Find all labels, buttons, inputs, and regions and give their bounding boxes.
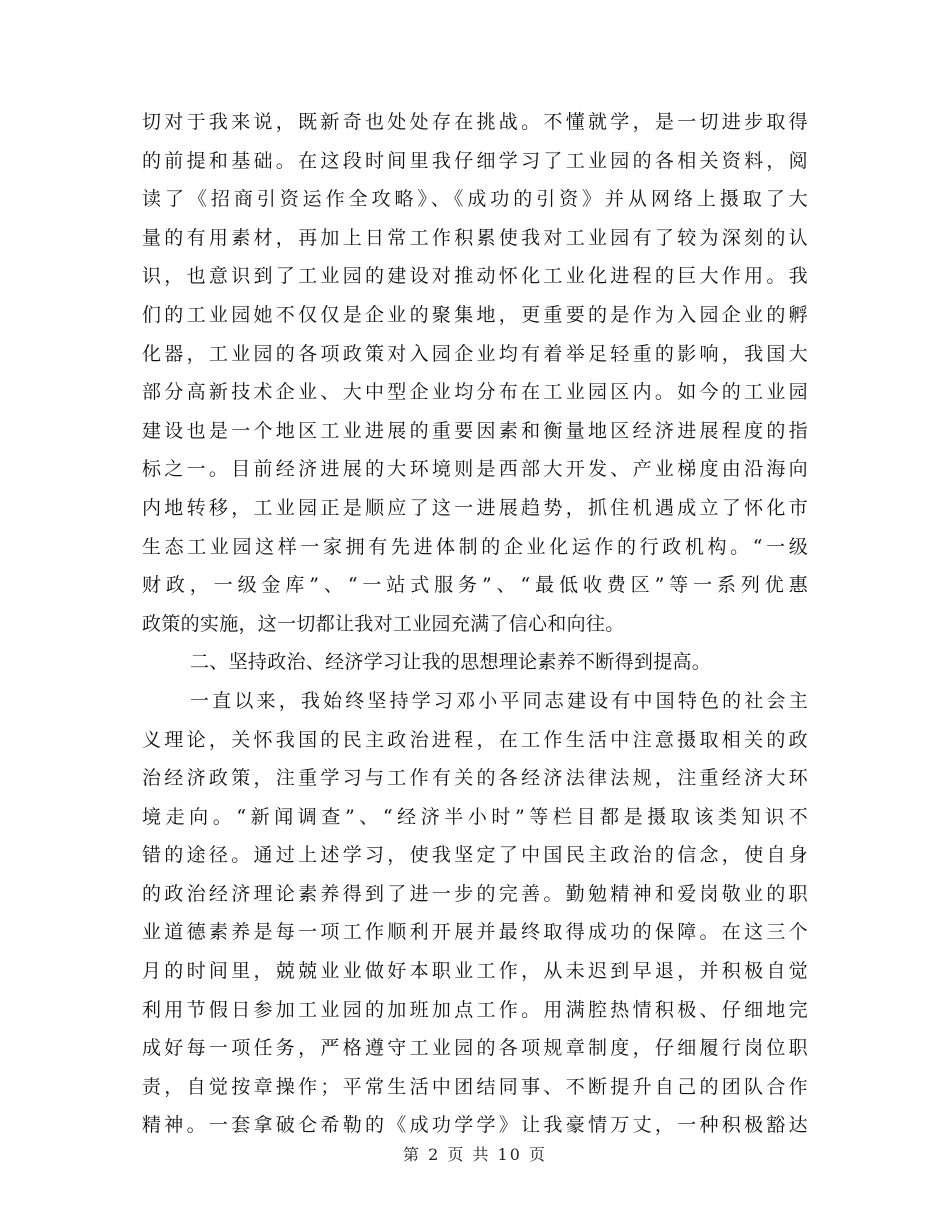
text-line: 义理论，关怀我国的民主政治进程，在工作生活中注意摄取相关的政 xyxy=(142,728,808,751)
page-number-footer: 第 2 页 共 10 页 xyxy=(403,1145,547,1164)
text-line: 部分高新技术企业、大中型企业均分布在工业园区内。如今的工业园 xyxy=(142,381,808,404)
text-line: 利用节假日参加工业园的加班加点工作。用满腔热情积极、仔细地完 xyxy=(142,998,808,1021)
text-line: 生态工业园这样一家拥有先进体制的企业化运作的行政机构。“一级 xyxy=(142,535,808,558)
text-line: 建设也是一个地区工业进展的重要因素和衡量地区经济进展程度的指 xyxy=(142,419,808,442)
text-line: 治经济政策，注重学习与工作有关的各经济法律法规，注重经济大环 xyxy=(142,767,808,790)
text-line: 的政治经济理论素养得到了进一步的完善。勤勉精神和爱岗敬业的职 xyxy=(142,882,808,905)
text-line: 成好每一项任务，严格遵守工业园的各项规章制度，仔细履行岗位职 xyxy=(142,1037,808,1060)
text-line: 境走向。“新闻调查”、“经济半小时”等栏目都是摄取该类知识不 xyxy=(142,805,808,828)
text-line: 责，自觉按章操作；平常生活中团结同事、不断提升自己的团队合作 xyxy=(142,1075,808,1098)
text-line: 政策的实施，这一切都让我对工业园充满了信心和向往。 xyxy=(142,612,625,635)
text-line: 量的有用素材，再加上日常工作积累使我对工业园有了较为深刻的认 xyxy=(142,226,808,249)
text-line: 精神。一套拿破仑希勒的《成功学学》让我豪情万丈，一种积极豁达 xyxy=(142,1114,808,1137)
text-line: 读了《招商引资运作全攻略》、《成功的引资》并从网络上摄取了大 xyxy=(142,188,808,211)
text-line: 识，也意识到了工业园的建设对推动怀化工业化进程的巨大作用。我 xyxy=(142,265,808,288)
text-line: 错的途径。通过上述学习，使我坚定了中国民主政治的信念，使自身 xyxy=(142,844,808,867)
text-line: 一直以来，我始终坚持学习邓小平同志建设有中国特色的社会主 xyxy=(190,689,808,712)
body-text xyxy=(142,103,808,1145)
text-line: 二、坚持政治、经济学习让我的思想理论素养不断得到提高。 xyxy=(190,651,712,674)
text-line: 月的时间里，兢兢业业做好本职业工作，从未迟到早退，并积极自觉 xyxy=(142,960,808,983)
text-line: 切对于我来说，既新奇也处处存在挑战。不懂就学，是一切进步取得 xyxy=(142,111,808,133)
text-line: 化器，工业园的各项政策对入园企业均有着举足轻重的影响，我国大 xyxy=(142,342,808,365)
text-line: 标之一。目前经济进展的大环境则是西部大开发、产业梯度由沿海向 xyxy=(142,458,808,481)
text-line: 业道德素养是每一项工作顺利开展并最终取得成功的保障。在这三个 xyxy=(142,921,808,944)
text-line: 内地转移，工业园正是顺应了这一进展趋势，抓住机遇成立了怀化市 xyxy=(142,496,808,519)
text-line: 们的工业园她不仅仅是企业的聚集地，更重要的是作为入园企业的孵 xyxy=(142,303,808,326)
text-line: 的前提和基础。在这段时间里我仔细学习了工业园的各相关资料，阅 xyxy=(142,149,808,172)
text-line: 财政，一级金库”、“一站式服务”、“最低收费区”等一系列优惠 xyxy=(142,574,808,597)
